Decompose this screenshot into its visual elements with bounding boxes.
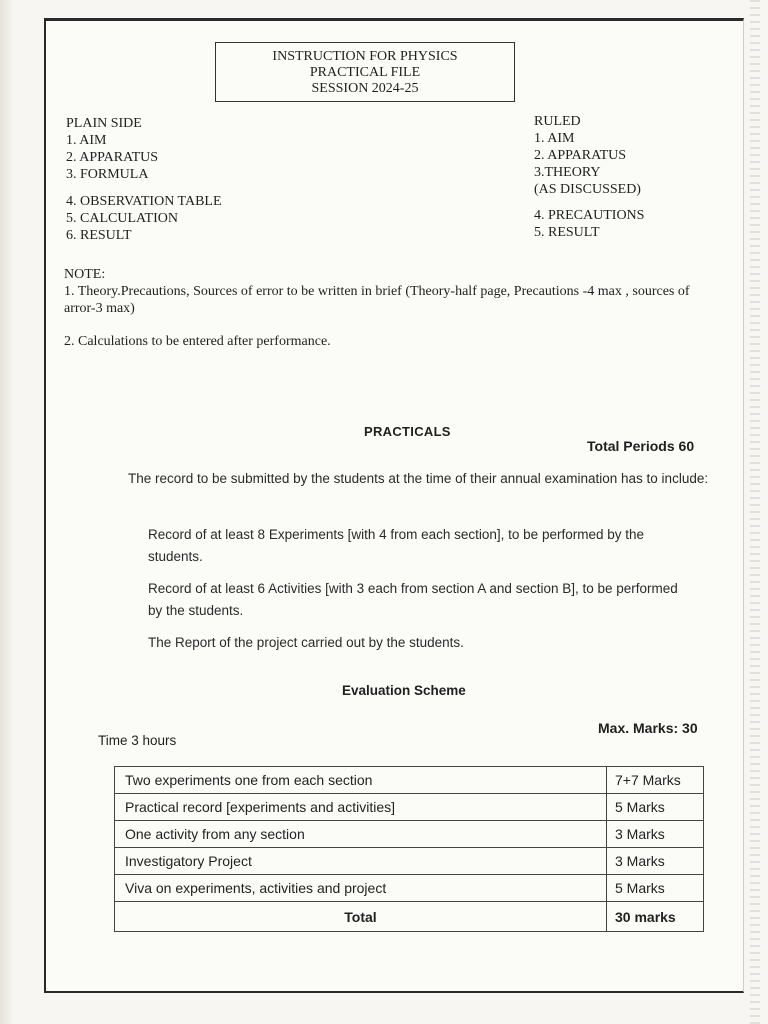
table-cell-marks: 3 Marks (607, 848, 704, 875)
table-row (115, 767, 704, 794)
note-title: NOTE: (64, 267, 106, 282)
page-edge-strip (750, 0, 760, 1024)
plain-side-item: 4. OBSERVATION TABLE (66, 194, 222, 209)
note-section (64, 266, 714, 350)
practicals-item-experiments: Record of at least 8 Experiments [with 4 from each section], to be performed by the students. (148, 527, 644, 564)
table-cell-marks: 3 Marks (607, 821, 704, 848)
evaluation-heading: Evaluation Scheme (342, 683, 466, 698)
table-cell-item: One activity from any section (115, 821, 607, 848)
plain-side-title: PLAIN SIDE (66, 116, 142, 131)
plain-side-item: 6. RESULT (66, 228, 132, 243)
table-cell-item: Practical record [experiments and activities] (115, 794, 607, 821)
ruled-item: 5. RESULT (534, 225, 600, 240)
plain-side-item: 3. FORMULA (66, 167, 149, 182)
plain-side-item: 5. CALCULATION (66, 211, 178, 226)
table-row (115, 848, 704, 875)
table-cell-marks: 5 Marks (607, 875, 704, 902)
table-total-marks: 30 marks (607, 902, 704, 932)
total-periods: Total Periods 60 (587, 438, 695, 454)
table-cell-marks: 7+7 Marks (607, 767, 704, 794)
table-cell-item: Two experiments one from each section (115, 767, 607, 794)
table-row (115, 794, 704, 821)
plain-side-list (66, 115, 222, 244)
table-cell-marks: 5 Marks (607, 794, 704, 821)
title-box (215, 42, 515, 102)
ruled-item: (AS DISCUSSED) (534, 182, 641, 197)
max-marks: Max. Marks: 30 (598, 720, 698, 736)
exam-time: Time 3 hours (98, 733, 177, 748)
ruled-item: 4. PRECAUTIONS (534, 208, 645, 223)
practicals-intro: The record to be submitted by the students at the time of their annual examination has to include: (128, 471, 709, 486)
table-row (115, 875, 704, 902)
practicals-heading: PRACTICALS (364, 424, 451, 439)
ruled-item: 3.THEORY (534, 165, 601, 180)
plain-side-item: 1. AIM (66, 133, 107, 148)
title-line-1: INSTRUCTION FOR PHYSICS (272, 49, 458, 64)
title-line-2: PRACTICAL FILE (309, 65, 421, 80)
note-point-1: 1. Theory.Precautions, Sources of error to be written in brief (Theory-half page, Precautions -4 max , sources of arror-3 max) (64, 284, 690, 316)
ruled-item: 2. APPARATUS (534, 148, 627, 163)
title-line-3: SESSION 2024-25 (311, 81, 419, 96)
plain-side-item: 2. APPARATUS (66, 150, 159, 165)
table-row (115, 821, 704, 848)
practicals-item-project: The Report of the project carried out by the students. (148, 635, 464, 650)
ruled-item: 1. AIM (534, 131, 575, 146)
note-point-2: 2. Calculations to be entered after performance. (64, 334, 331, 349)
table-cell-item: Viva on experiments, activities and project (115, 875, 607, 902)
evaluation-table (114, 766, 704, 932)
table-total-row (115, 902, 704, 932)
ruled-title: RULED (534, 114, 581, 129)
page-left-shadow (0, 0, 14, 1024)
ruled-list (534, 113, 644, 241)
table-cell-item: Investigatory Project (115, 848, 607, 875)
table-total-label: Total (115, 902, 607, 932)
practicals-item-activities: Record of at least 6 Activities [with 3 each from section A and section B], to be performed by the students. (148, 581, 678, 618)
